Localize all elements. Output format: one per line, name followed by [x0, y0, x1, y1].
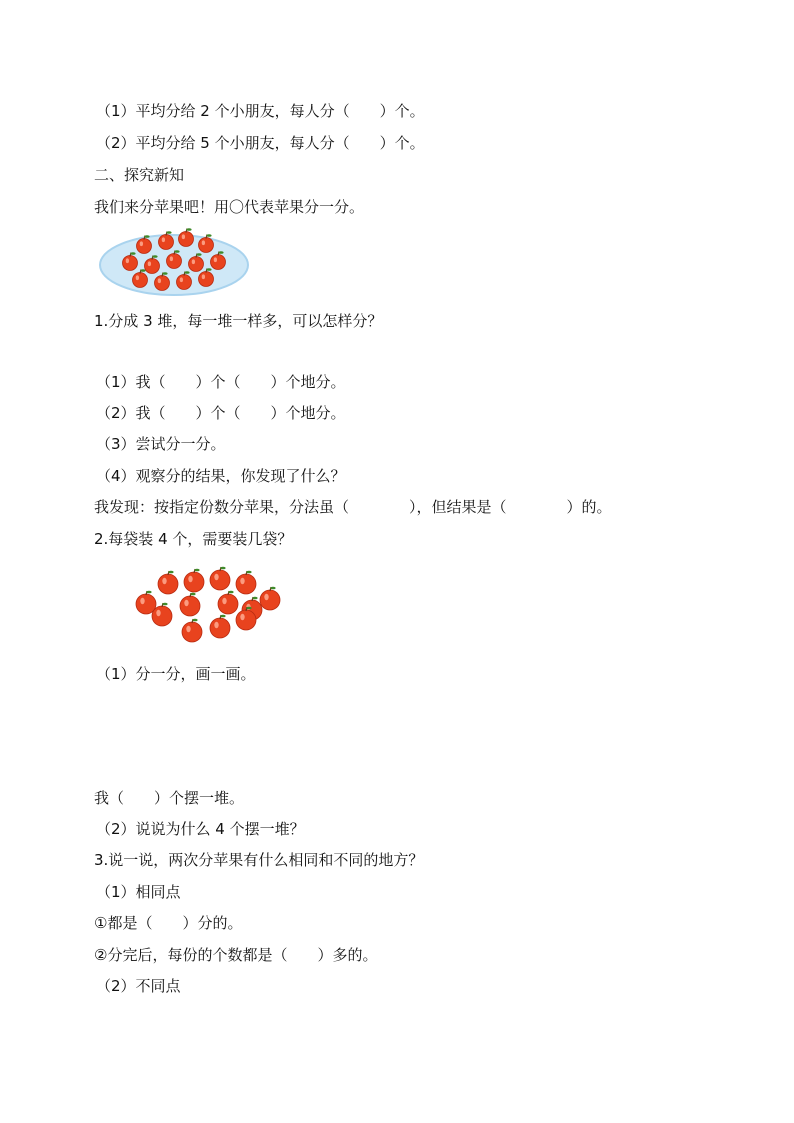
similarity-1: ①都是（ ）分的。	[94, 914, 243, 932]
apple-icon	[180, 593, 200, 616]
answer-pile-size: 我（ ）个摆一堆。	[94, 789, 245, 807]
apple-icon	[218, 591, 238, 614]
instruction-text: 我们来分苹果吧！用〇代表苹果分一分。	[94, 198, 365, 216]
question-2-part-1: （1）分一分，画一画。	[96, 665, 256, 683]
question-share-to-5: （2）平均分给 5 个小朋友，每人分（ ）个。	[96, 134, 425, 152]
question-2-part-2: （2）说说为什么 4 个摆一堆？	[96, 820, 305, 838]
question-3: 3.说一说，两次分苹果有什么相同和不同的地方？	[94, 851, 424, 869]
differences-heading: （2）不同点	[96, 977, 181, 995]
apple-icon	[210, 567, 230, 590]
question-2: 2.每袋装 4 个，需要装几袋？	[94, 530, 293, 548]
apple-icon	[260, 587, 280, 610]
apple-icon	[236, 571, 256, 594]
apples-on-plate-image	[98, 228, 250, 298]
section-heading: 二、探究新知	[94, 166, 185, 184]
apples-group-image	[132, 566, 284, 648]
apple-icon	[179, 228, 194, 246]
question-share-to-2: （1）平均分给 2 个小朋友，每人分（ ）个。	[96, 102, 425, 120]
similarity-2: ②分完后，每份的个数都是（ ）多的。	[94, 946, 378, 964]
apple-icon	[210, 615, 230, 638]
question-1: 1.分成 3 堆，每一堆一样多，可以怎样分？	[94, 312, 383, 330]
apple-icon	[159, 231, 174, 249]
question-1-part-2: （2）我（ ）个（ ）个地分。	[96, 404, 346, 422]
apple-icon	[136, 591, 156, 614]
question-1-part-3: （3）尝试分一分。	[96, 435, 226, 453]
similarities-heading: （1）相同点	[96, 883, 181, 901]
finding-statement: 我发现：按指定份数分苹果，分法虽（ ），但结果是（ ）的。	[94, 498, 612, 516]
apple-icon	[182, 619, 202, 642]
question-1-part-1: （1）我（ ）个（ ）个地分。	[96, 373, 346, 391]
apple-icon	[184, 569, 204, 592]
question-1-part-4: （4）观察分的结果，你发现了什么？	[96, 467, 346, 485]
apple-icon	[158, 571, 178, 594]
